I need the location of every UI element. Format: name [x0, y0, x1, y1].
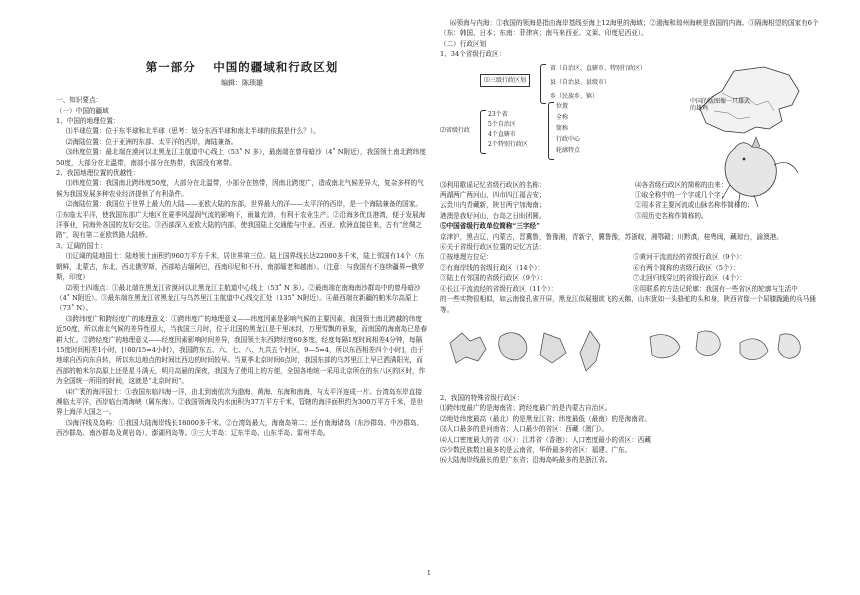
- admin-division-diagram: [440, 62, 820, 162]
- left-column: [56, 18, 428, 439]
- memory-methods-left: [440, 252, 627, 294]
- item-heading: 2、我国地理位置的优越性：: [56, 169, 140, 178]
- category-item: 5个自治区: [488, 120, 516, 128]
- province-category-label: ⑵省级行政: [440, 126, 471, 134]
- paragraph: 的一些实物很相似，如云南像孔雀开屏，黑龙江似展翅欲飞的天鹅，山东犹如一头骆驼的头和身，陕西省像一个屈膝跪跪的兵马俑等。: [440, 295, 816, 314]
- abbreviation-heading: ⑤中国省级行政单位简称“三字经”: [440, 222, 540, 231]
- special-item: ⑵地处纬度最高（最北）的是黑龙江省；纬度最低（最南）的是海南省。: [440, 414, 651, 423]
- paragraph: 京津沪，黑吉辽，内蒙古，晋冀鲁，鲁豫湘，青新宁，冀鲁豫，苏浙皖，湘鄂赣；川黔滇，桂粤闽，藏琼台，渝澳港。: [440, 232, 783, 241]
- paragraph: ⑴辽阔的陆地国土：陆地领土面积约960万平方千米，居世界第三位。陆上国界线长达22000多千米，陆上邻国有14个（东朝鲜，北蒙古，东北、西北俄罗斯，西部哈吉缅阿巴，西南印尼和不丹，南部缅老和越南）。（注意：与我国有不连续疆界→俄罗斯，印度）: [56, 252, 425, 282]
- subsection-heading: （一）中国的疆域: [56, 106, 109, 115]
- method-item: ①按地理方位记：: [440, 253, 493, 262]
- attribute-item: 轮廓特点: [556, 146, 581, 154]
- subsection-heading: （二）行政区划: [440, 39, 487, 48]
- method-item: ②有海岸线的省级行政区（14个）：: [440, 263, 544, 272]
- three-level-box: ⑴三级行政区划: [480, 74, 530, 87]
- attribute-item: 位置: [556, 102, 569, 110]
- method-item: ⑥有两个简称的省级行政区（5个）：: [633, 263, 740, 272]
- method-item: ⑧用联系的方法记轮廓：我国有一些省区的轮廓与生活中: [633, 284, 798, 293]
- mnemonic-heading: ⑷各省级行政区的简称的由来：: [635, 180, 728, 189]
- method-item: ⑤黄河干流流经的省级行政区（9个）：: [633, 253, 746, 262]
- method-item: ③陆上有邻国的省级行政区（9个）：: [440, 274, 547, 283]
- category-item: 23个省: [488, 110, 508, 118]
- paragraph: ⑶纬度位置：最北端在漠河以北黑龙江主航道中心线上（53˚ N 多），最南端在曾母暗沙（4˚ N附近），我国领土南北跨纬度50度，大部分在北温带，南部小部分在热带，我国没有寒带。: [56, 148, 426, 167]
- special-item: ⑹大陆海岸线最长的是广东省；沿海岛屿最多的是浙江省。: [440, 456, 612, 465]
- special-item: ⑴跨纬度最广的是海南省；跨经度最广的是内蒙古自治区。: [440, 404, 612, 413]
- memory-methods-heading: ⑥关于省级行政区位置的记忆方法：: [440, 243, 546, 252]
- page-number: 1: [427, 570, 431, 577]
- special-item: ⑸少数民族数目最多的是云南省，华侨最多的省区：福建、广东。: [440, 445, 632, 454]
- page-title: 第一部分 中国的疆域和行政区划: [145, 60, 339, 74]
- paragraph: ⑵海陆位置：我国位于世界上最大的大陆——亚欧大陆的东部，世界最大的洋——太平洋的西岸，是一个海陆兼备的国家。①东临太平洋，使我国东部广大地区在夏季风湿润气流的影响下，雨量充沛，有利于农业生产。②沿海多优良港湾，便于发展海洋事业，同海外各国的友好交往。③西部深入亚欧大陆的内部，使我国陆上交通能与中亚、西亚、欧洲直接往来，古有“丝绸之路”，现有第二亚欧铁路大陆桥。: [56, 200, 426, 240]
- item-heading: 1、34个省级行政区：: [440, 50, 506, 59]
- mnemonic-left: [440, 180, 625, 222]
- mnemonic-line: ①取全称中的一个字或几个字；: [635, 191, 728, 200]
- category-item: 4个直辖市: [488, 130, 516, 138]
- attribute-item: 全称: [556, 113, 569, 121]
- editor-line: 编辑：陈琐雄: [221, 79, 263, 88]
- special-item: ⑷人口密度最大的省（区）：江苏省（香港）；人口密度最小的省区：西藏: [440, 435, 651, 444]
- memory-methods-right: [633, 252, 820, 294]
- method-item: ④长江干流流经的省级行政区（11个）：: [440, 284, 558, 293]
- province-level: 省（自治区、直辖市、特别行政区）: [550, 64, 647, 72]
- mnemonic-line: 两湖两广两河山，四市四江福吉安；: [440, 191, 546, 200]
- mnemonic-line: 港澳是我好河山，台岛之日盼团圆。: [440, 211, 546, 220]
- paragraph: ⑵领土四端点：①最北端在黑龙江省漠河以北黑龙江主航道中心线上（53˚ N 多）。②最南端在南海南沙群岛中的曾母暗沙（4˚ N附近）。③最东端在黑龙江省黑龙江与乌苏里江主航道中心线交汇处（135˚ N附近）。④最西端在新疆的帕米尔高原上（73˚ N）。: [56, 283, 421, 313]
- paragraph: ⑹领海与内海：①我国的领海是指由海岸基线至海上12海里的海域；②渤海和琼州海峡是我国的内海。③隔海相望的国家有6个（东：韩国、日本；东南：菲律宾；南马来西亚、文莱、印度尼西亚）。: [440, 19, 819, 38]
- mnemonic-line: ③用历史名称作简称的。: [635, 211, 708, 220]
- town-level: 乡（民族乡、镇）: [550, 92, 599, 100]
- special-item: ⑶人口最多的是河南省；人口最少的省区：西藏（澳门）。: [440, 425, 609, 434]
- attribute-item: 行政中心: [556, 135, 581, 143]
- paragraph: ⑴半球位置：位于东半球和北半球（思考：划分东西半球和南北半球的依据是什么？）。: [65, 127, 320, 136]
- mnemonic-line: 云贵川内青藏新，陕甘两宁加海南；: [440, 201, 546, 210]
- right-column: [440, 18, 820, 466]
- brace: [480, 110, 486, 154]
- paragraph: ⑶跨纬度广和跨经度广的地理意义：①跨纬度广的地理意义——纬度因素是影响气候的主要因素，我国领土南北跨越的纬度近50度，所以南北气候的差异性很大，当我国三月时，位于北国的黑龙江是千里冰封，万里雪飘的景象，而南国的海南岛已是春耕大忙。②跨经度广的地理意义——经度因素影响时间差异，我国领土东西跨经度60多度，经度每隔1度时间相差4分钟，每隔15度时间相差1小时，[（60/15=4小时），我国跨东五、六、七、八、九共五个时区，9—5=4，所以东西相差四个小时]，由于地球自西向东自转，所以东边地点的时间比西边的时间较早。当夏季北京时间6点时，我国东部的乌苏里江上早已洒满阳光，而西部的帕米尔高原上还是星斗满天，明月高悬的深夜，我国为了使用上的方便，全国各地统一采用北京所在的东八区的区时，作为全国统一所用的时间，这就是“北京时间”。: [56, 314, 428, 386]
- paragraph: ⑴纬度位置：我国南北跨纬度50度，大部分在北温带，小部分在热带，因南北跨度广，造成南北气候差异大，复杂多样的气候为我国发展多种农业经济提供了有利条件。: [56, 179, 424, 198]
- attribute-item: 简称: [556, 124, 569, 132]
- paragraph: ⑵海陆位置：位于亚洲的东部、太平洋的西岸，海陆兼备。: [65, 137, 238, 146]
- brace: [548, 102, 554, 160]
- mnemonic-heading: ⑶利用歌谣记忆省级行政区的名称：: [440, 180, 546, 189]
- category-item: 2个特别行政区: [488, 140, 528, 148]
- china-rooster-map-image: [694, 56, 812, 216]
- brace: [540, 64, 546, 104]
- paragraph: ⑸海洋线及岛屿：①我国大陆海岸线长18000多千米。②台湾岛最大，海南岛第二；还有南海诸岛（东沙群岛、中沙群岛、西沙群岛、南沙群岛及黄岩岛）、澎湖列岛等。③三大半岛：辽东半岛、山东半岛、雷州半岛。: [56, 418, 424, 438]
- county-level: 县（自治县、县级市）: [550, 78, 611, 86]
- province-outline-images: [440, 319, 820, 389]
- paragraph: ⑷广袤的海洋国土：①我国东临四海一洋，由北到南依次为渤海、黄海、东海和南海，与太平洋连成一片。台湾岛东岸直接濒临太平洋，西岸临台湾海峡（属东海）。②我国领海及内水面积为37万平方千米，管辖的海洋面积约为300万平方千米，是世界上海洋大国之一。: [56, 387, 424, 417]
- item-heading: 2、我国的特殊省级行政区：: [440, 393, 524, 402]
- item-heading: 1、中国的地理位置：: [56, 117, 120, 126]
- map-caption: 中国的版图像一只雄武的雄鸡: [690, 97, 751, 113]
- mnemonic-line: ②用本省主要河流或山脉名称作简称的；: [635, 201, 754, 210]
- method-item: ⑦北回归线穿过的省级行政区（4个）：: [633, 274, 746, 283]
- memory-methods-table: [440, 252, 820, 294]
- item-heading: 3、辽阔的国土：: [56, 241, 107, 250]
- section-heading: 一、知识要点：: [56, 96, 103, 105]
